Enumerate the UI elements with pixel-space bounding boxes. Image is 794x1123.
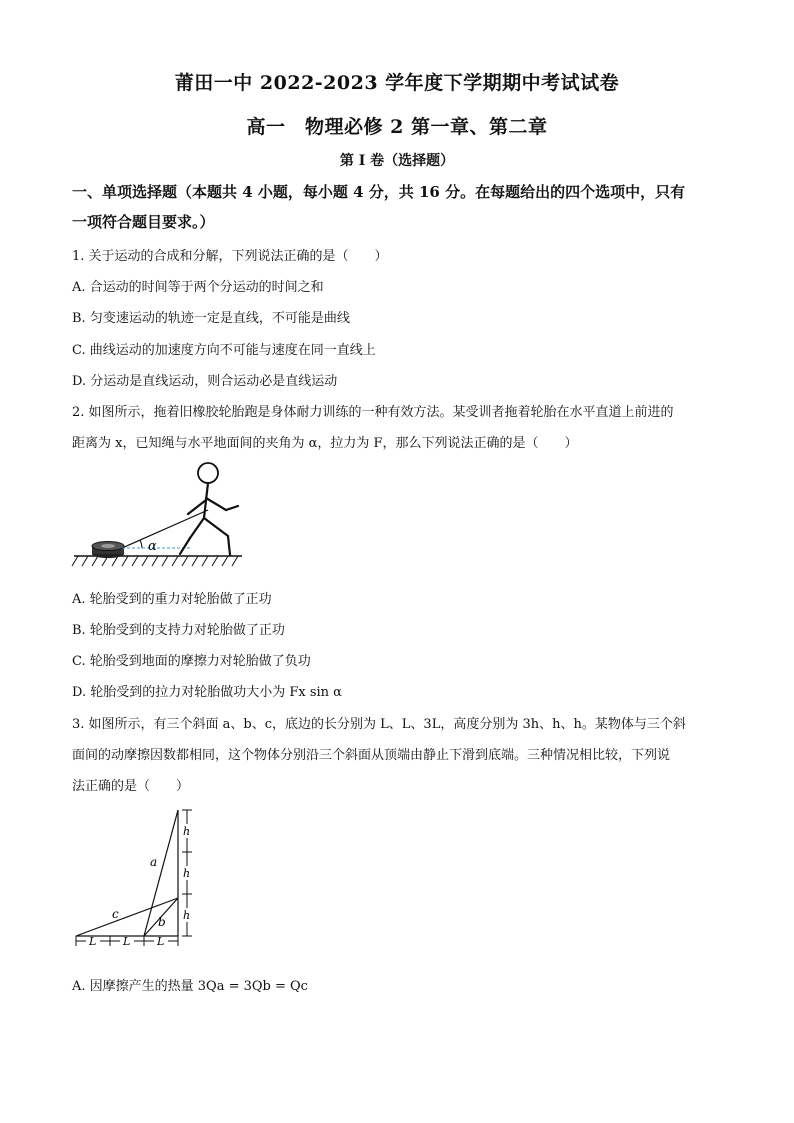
q2-option-c: C. 轮胎受到地面的摩擦力对轮胎做了负功 xyxy=(72,654,311,669)
q2-stem-line2: 距离为 x，已知绳与水平地面间的夹角为 α，拉力为 F，那么下列说法正确的是（ ） xyxy=(72,436,578,451)
ground-hatching xyxy=(72,556,238,566)
q1-option-c: C. 曲线运动的加速度方向不可能与速度在同一直线上 xyxy=(72,343,376,358)
q1-option-a: A. 合运动的时间等于两个分运动的时间之和 xyxy=(72,280,324,295)
label-L-1: L xyxy=(89,935,97,948)
exam-subtitle: 高一 物理必修 2 第一章、第二章 xyxy=(246,116,548,138)
q1-option-b: B. 匀变速运动的轨迹一定是直线，不可能是曲线 xyxy=(72,311,350,326)
q3-stem-line2: 面间的动摩擦因数都相同，这个物体分别沿三个斜面从顶端由静止下滑到底端。三种情况相比较，下列说 xyxy=(72,748,671,763)
alpha-label: α xyxy=(148,539,157,554)
label-c: c xyxy=(112,907,119,921)
incline-figure xyxy=(70,800,210,960)
volume-heading: 第 Ⅰ 卷（选择题） xyxy=(339,153,455,169)
section-heading-line2: 一项符合题目要求。） xyxy=(72,213,215,231)
q2-option-b: B. 轮胎受到的支持力对轮胎做了正功 xyxy=(72,623,285,638)
label-h-1: h xyxy=(183,825,191,838)
label-b: b xyxy=(158,915,166,929)
q3-option-a: A. 因摩擦产生的热量 3Qa = 3Qb = Qc xyxy=(72,979,308,994)
q3-stem-line1: 3. 如图所示，有三个斜面 a、b、c，底边的长分别为 L、L、3L，高度分别为 3h、h、h。某物体与三个斜 xyxy=(72,717,686,732)
q1-stem: 1. 关于运动的合成和分解，下列说法正确的是（ ） xyxy=(72,249,388,264)
angle-arc xyxy=(140,540,142,548)
section-heading-line1: 一、单项选择题（本题共 4 小题，每小题 4 分，共 16 分。在每题给出的四个选项中，只有 xyxy=(72,183,686,201)
q1-option-d: D. 分运动是直线运动，则合运动必是直线运动 xyxy=(72,374,338,389)
tire-drag-figure xyxy=(70,458,250,578)
q3-stem-line3: 法正确的是（ ） xyxy=(72,779,190,794)
label-a: a xyxy=(150,855,158,869)
label-h-3: h xyxy=(183,909,191,922)
label-h-2: h xyxy=(183,867,191,880)
label-L-2: L xyxy=(123,935,131,948)
label-L-3: L xyxy=(157,935,165,948)
q2-option-d: D. 轮胎受到的拉力对轮胎做功大小为 Fx sin α xyxy=(72,685,342,700)
tire-icon xyxy=(92,542,124,559)
runner-figure-icon xyxy=(180,463,238,555)
q2-option-a: A. 轮胎受到的重力对轮胎做了正功 xyxy=(72,592,272,607)
exam-title: 莆田一中 2022-2023 学年度下学期期中考试试卷 xyxy=(174,72,620,94)
q2-stem-line1: 2. 如图所示，拖着旧橡胶轮胎跑是身体耐力训练的一种有效方法。某受训者拖着轮胎在水平直道上前进的 xyxy=(72,405,674,420)
